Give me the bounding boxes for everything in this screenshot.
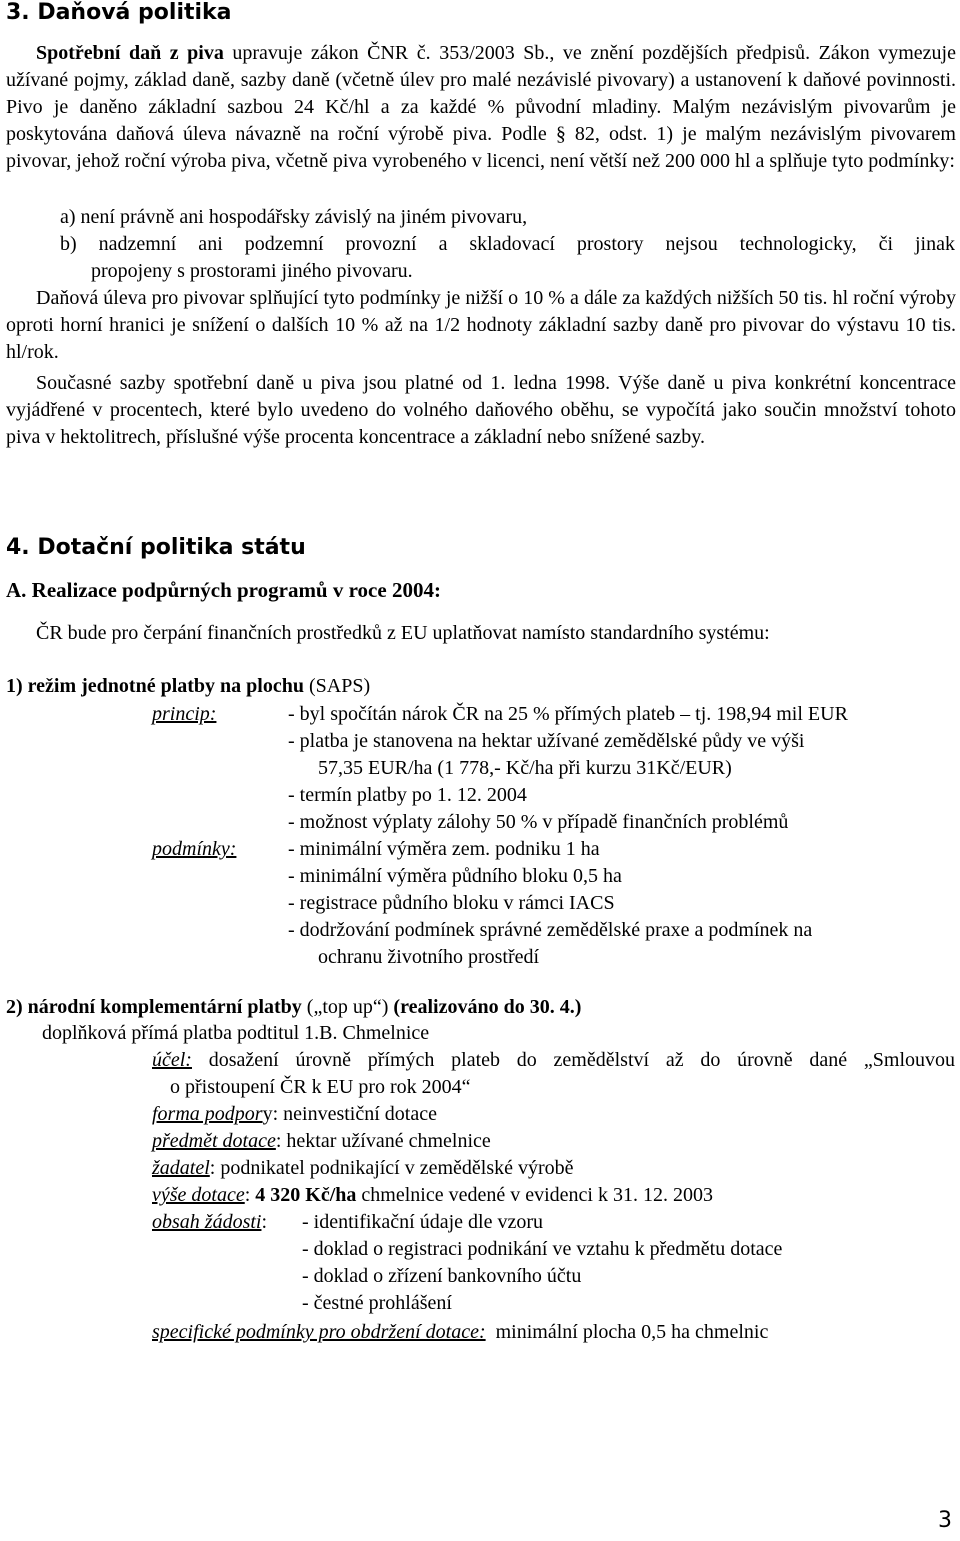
amount-value: 4 320 Kč/ha [255,1184,357,1206]
paragraph-3-text: Současné sazby spotřební daně u piva jsou platné od 1. ledna 1998. Výše daně u piva konkrétní koncentrace vyjádřené v procentech, které bylo uvedeno do volného daňového oběhu, se vypočítá jako součin množství tohoto piva v hektolitrech, příslušné výše procenta koncentrace a základní nebo snížené sazby. [6,372,956,448]
applicant-text: : podnikatel podnikající v zemědělské výrobě [209,1157,574,1179]
specific-conditions-line [152,1319,768,1346]
condition-a: a) není právně ani hospodářsky závislý na jiném pivovaru, [60,206,528,228]
amount-label: výše dotace [152,1184,245,1206]
conditions-item-4: - dodržování podmínek správné zemědělské praxe a podmínek na [288,919,813,941]
national-subtitle: doplňková přímá platba podtitul 1.B. Chmelnice [42,1022,430,1044]
conditions-item-1: - minimální výměra zem. podniku 1 ha [288,838,600,860]
principle-item-4: - termín platby po 1. 12. 2004 [288,784,527,806]
page-number: 3 [938,1508,952,1533]
national-heading-bold-2: (realizováno do 30. 4.) [393,996,582,1018]
subsection-a-title: A. Realizace podpůrných programů v roce 2004: [6,578,441,602]
principle-label: princip: [152,703,217,725]
conditions-item-5: ochranu životního prostředí [318,946,540,968]
paragraph-2-text: Daňová úleva pro pivovar splňující tyto podmínky je nižší o 10 % a dále za každých nižších 50 tis. hl roční výroby oproti horní hranici je snížení o dalších 10 % až na 1/2 hodnoty základní sazby daně pro pivovar do výstavu 10 tis. hl/rok. [6,287,956,363]
content-item-1: - identifikační údaje dle vzoru [302,1211,544,1233]
principle-item-3: 57,35 EUR/ha (1 778,- Kč/ha při kurzu 31Kč/EUR) [318,757,732,779]
national-heading-top-up: („top up“) [301,996,394,1018]
applicant-line [152,1155,574,1182]
section-4-title: 4. Dotační politika státu [6,535,306,560]
amount-colon: : [244,1184,256,1206]
content-item-4: - čestné prohlášení [302,1292,452,1314]
purpose-line-2: o přistoupení ČR k EU pro rok 2004“ [170,1076,471,1098]
content-label-line [152,1209,267,1236]
condition-b-line-2: propojeny s prostorami jiného pivovaru. [91,260,413,282]
conditions-label: podmínky: [152,838,237,860]
form-line [152,1101,437,1128]
paragraph-1-text: upravuje zákon ČNR č. 353/2003 Sb., ve znění pozdějších předpisů. Zákon vymezuje užívané pojmy, základ daně, sazby daně (včetně úlev pro malé nezávislé pivovary) a ustanovení k daňové povinnosti. Pivo je daněno základní sazbou 24 Kč/hl a za každé % původní mladiny. Malým nezávislým pivovarům je poskytována daňová úleva návazně na roční výrobě piva. Podle § 82, odst. 1) je malým nezávislým pivovarem pivovar, jehož roční výroba piva, včetně piva vyrobeného v licenci, není větší než 200 000 hl a splňuje tyto podmínky: [6,42,956,172]
principle-item-2: - platba je stanovena na hektar užívané zemědělské půdy ve výši [288,730,805,752]
saps-heading [6,673,370,700]
content-item-2: - doklad o registraci podnikání ve vztahu k předmětu dotace [302,1238,783,1260]
subject-text: : hektar užívané chmelnice [275,1130,491,1152]
conditions-item-3: - registrace půdního bloku v rámci IACS [288,892,615,914]
subject-line [152,1128,491,1155]
purpose-label: účel: [152,1049,192,1071]
section-3-paragraph-1 [6,40,956,175]
subject-label: předmět dotace [152,1130,276,1152]
purpose-text-1: dosažení úrovně přímých plateb do zemědělství až do úrovně dané „Smlouvou [191,1049,955,1071]
form-text: y: neinvestiční dotace [262,1103,437,1125]
section-3-title: 3. Daňová politika [6,0,232,25]
principle-item-1: - byl spočítán nárok ČR na 25 % přímých plateb – tj. 198,94 mil EUR [288,703,848,725]
saps-heading-rest: (SAPS) [303,675,371,697]
conditions-item-2: - minimální výměra půdního bloku 0,5 ha [288,865,622,887]
national-heading-bold-1: 2) národní komplementární platby [6,996,302,1018]
section-3-paragraph-2 [6,285,956,366]
content-item-3: - doklad o zřízení bankovního účtu [302,1265,582,1287]
applicant-label: žadatel [152,1157,210,1179]
condition-b-line-1: b) nadzemní ani podzemní provozní a skladovací prostory nejsou technologicky, či jinak [60,233,955,255]
section-3-paragraph-3 [6,370,956,451]
specific-conditions-label: specifické podmínky pro obdržení dotace: [152,1321,486,1343]
excise-tax-bold: Spotřební daň z piva [36,42,224,64]
amount-text: chmelnice vedené v evidenci k 31. 12. 2003 [356,1184,713,1206]
principle-item-5: - možnost výplaty zálohy 50 % v případě finančních problémů [288,811,789,833]
section-4-intro: ČR bude pro čerpání finančních prostředků z EU uplatňovat namísto standardního systému: [36,622,770,644]
amount-line [152,1182,713,1209]
saps-heading-bold: 1) režim jednotné platby na plochu [6,675,304,697]
specific-conditions-text: minimální plocha 0,5 ha chmelnic [495,1321,769,1343]
content-colon: : [261,1211,268,1233]
form-label: forma podpor [152,1103,263,1125]
purpose-line-1 [152,1047,955,1074]
national-heading [6,994,581,1021]
content-label: obsah žádosti [152,1211,262,1233]
